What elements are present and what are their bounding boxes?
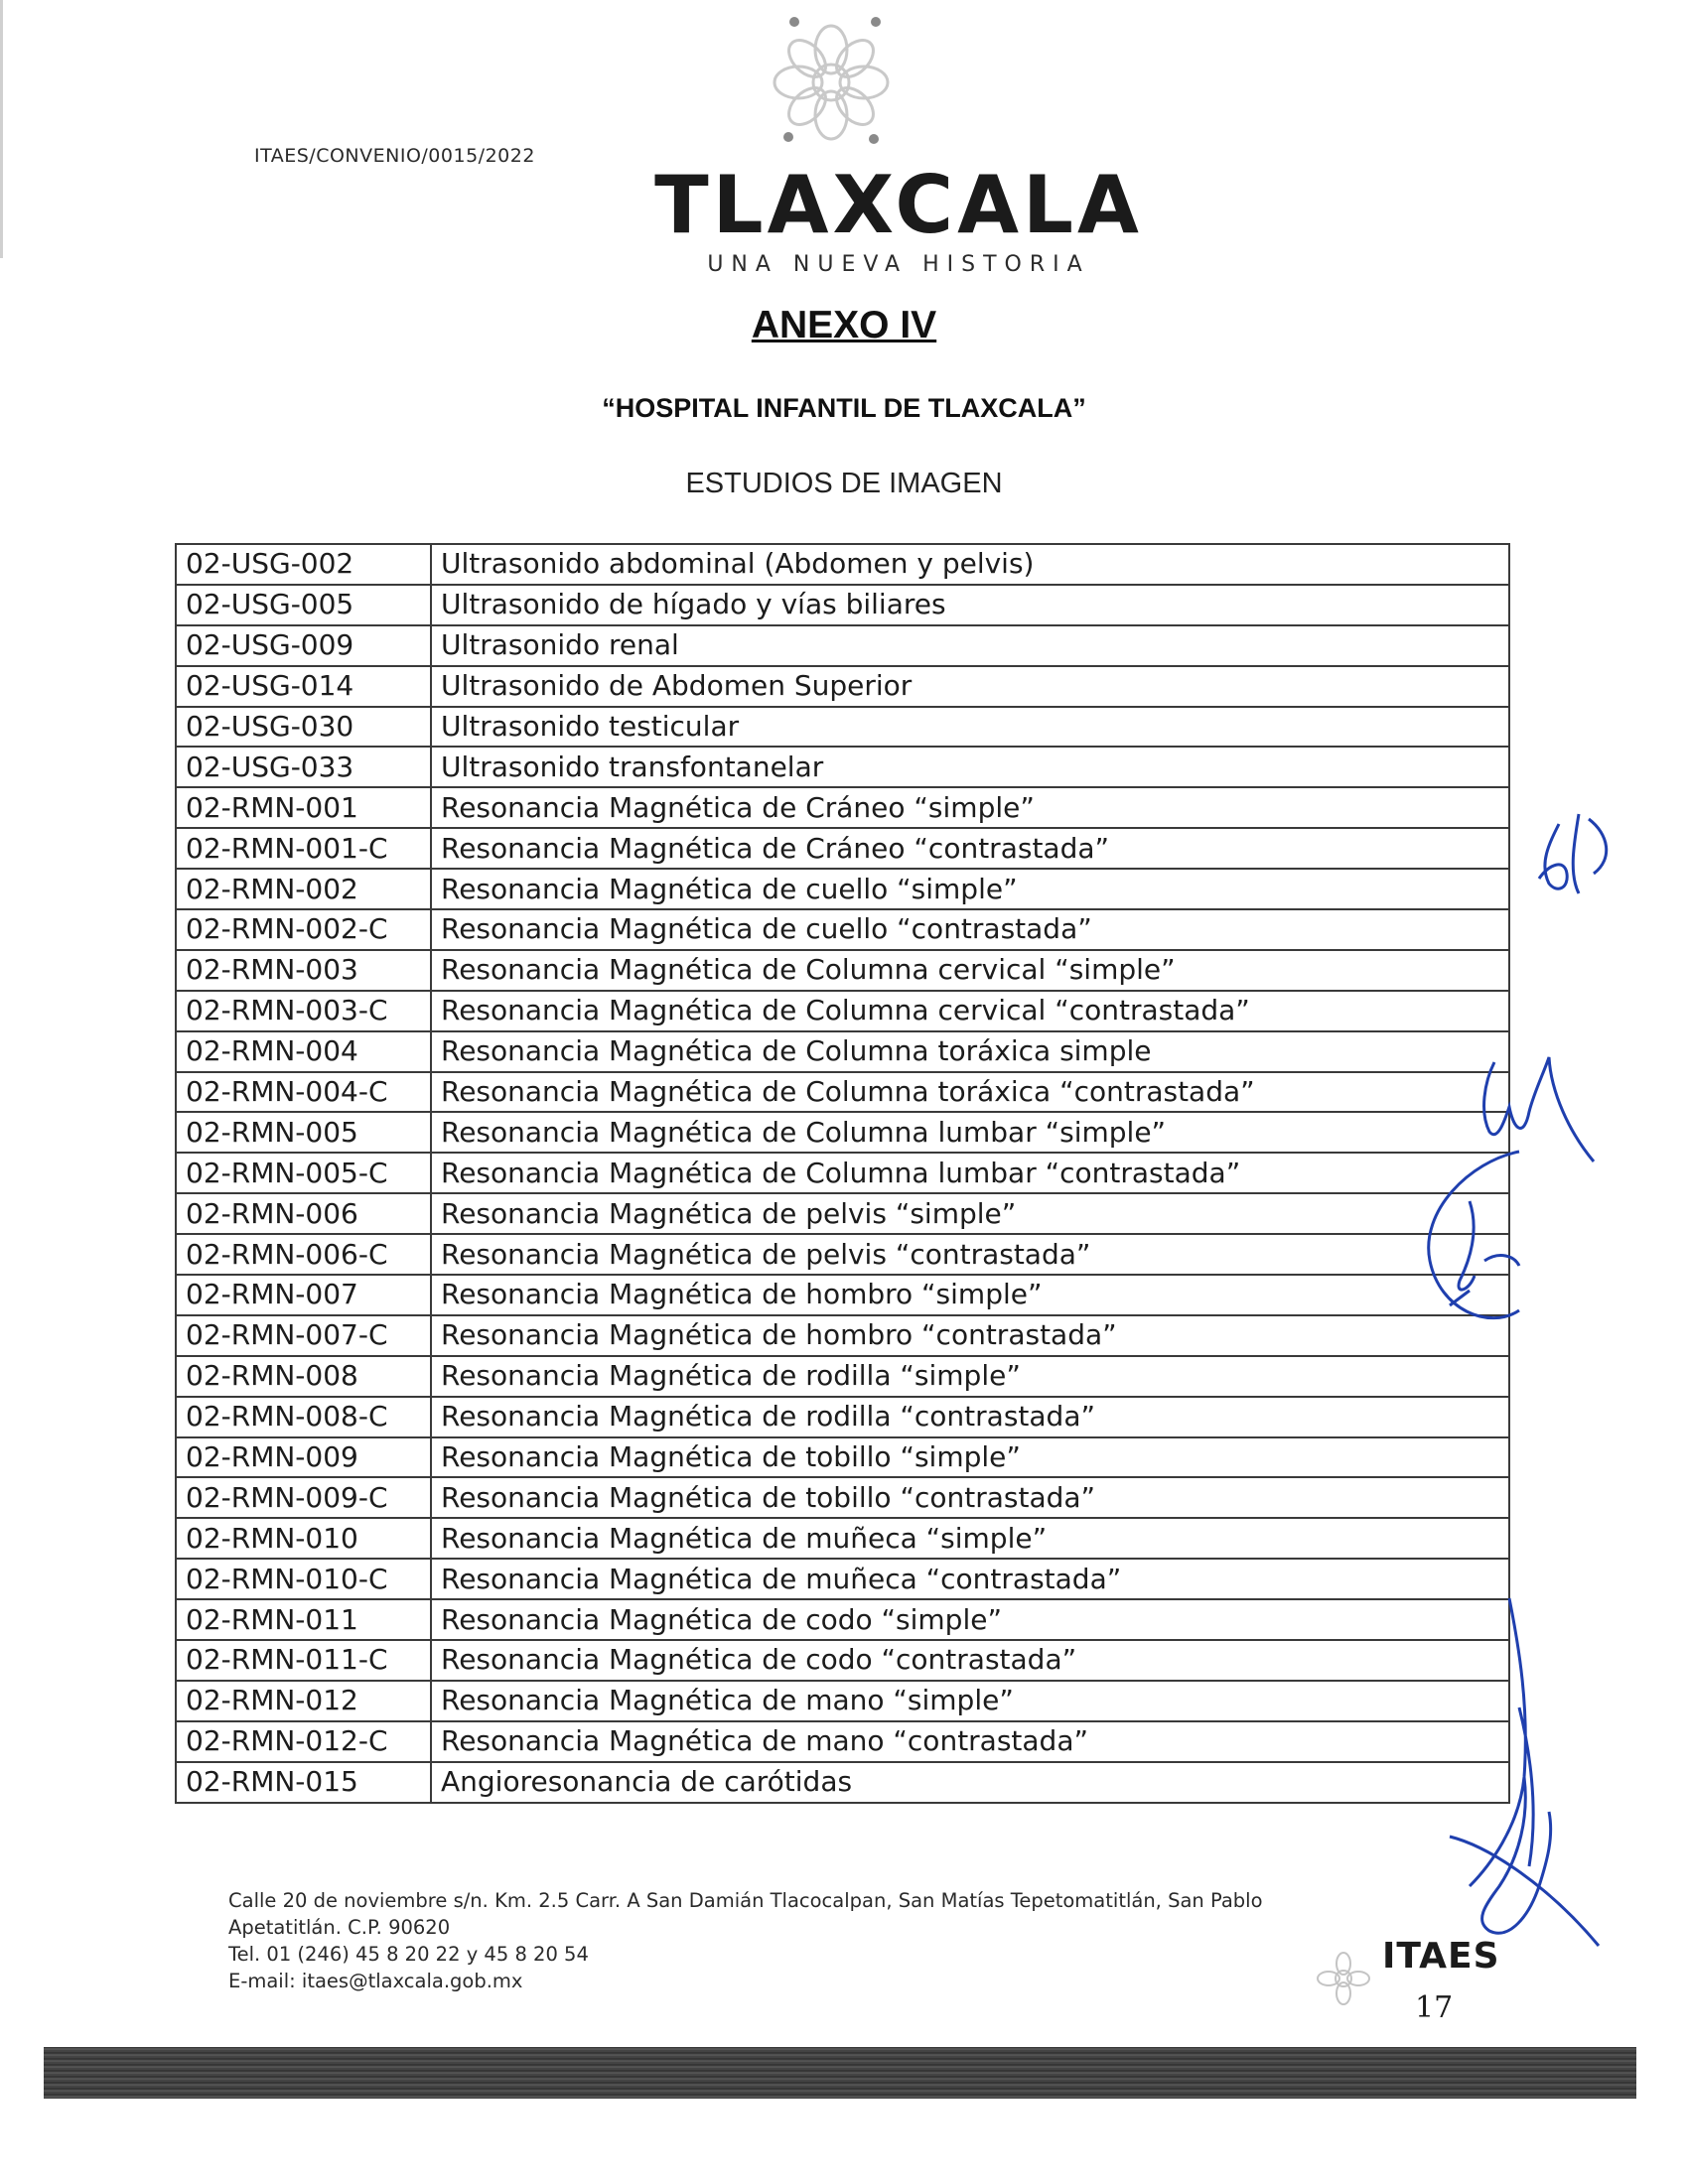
document-reference: ITAES/CONVENIO/0015/2022 [254, 145, 535, 167]
study-code: 02-RMN-007-C [176, 1315, 431, 1356]
table-row [176, 1234, 1509, 1275]
study-description: Ultrasonido testicular [431, 707, 1509, 748]
study-description: Resonancia Magnética de hombro “simple” [431, 1275, 1509, 1315]
studies-table [175, 543, 1510, 1804]
study-code: 02-RMN-008 [176, 1356, 431, 1397]
table-row [176, 1275, 1509, 1315]
study-description: Resonancia Magnética de Cráneo “contrastada” [431, 828, 1509, 869]
study-description: Angioresonancia de carótidas [431, 1762, 1509, 1803]
hospital-name: “HOSPITAL INFANTIL DE TLAXCALA” [602, 393, 1086, 423]
table-row [176, 869, 1509, 909]
study-code: 02-RMN-001-C [176, 828, 431, 869]
study-description: Ultrasonido transfontanelar [431, 747, 1509, 787]
study-description: Ultrasonido renal [431, 625, 1509, 666]
study-code: 02-RMN-012 [176, 1681, 431, 1721]
study-code: 02-RMN-012-C [176, 1721, 431, 1762]
study-description: Resonancia Magnética de cuello “contrastada” [431, 909, 1509, 950]
table-row [176, 1559, 1509, 1599]
table-row [176, 1437, 1509, 1478]
table-row [176, 950, 1509, 991]
study-description: Resonancia Magnética de hombro “contrastada” [431, 1315, 1509, 1356]
table-row [176, 1721, 1509, 1762]
study-code: 02-RMN-005-C [176, 1153, 431, 1193]
study-code: 02-USG-033 [176, 747, 431, 787]
table-row [176, 1112, 1509, 1153]
study-code: 02-RMN-008-C [176, 1397, 431, 1437]
table-row [176, 1599, 1509, 1640]
table-row [176, 666, 1509, 707]
table-row [176, 1031, 1509, 1072]
study-description: Resonancia Magnética de pelvis “contrastada” [431, 1234, 1509, 1275]
study-description: Resonancia Magnética de muñeca “simple” [431, 1518, 1509, 1559]
section-title: ESTUDIOS DE IMAGEN [685, 468, 1003, 499]
address-line-2: Apetatitlán. C.P. 90620 [228, 1916, 451, 1939]
study-code: 02-USG-002 [176, 544, 431, 585]
study-description: Ultrasonido de Abdomen Superior [431, 666, 1509, 707]
study-description: Resonancia Magnética de rodilla “simple” [431, 1356, 1509, 1397]
table-row [176, 1477, 1509, 1518]
table-row [176, 909, 1509, 950]
study-description: Resonancia Magnética de Columna toráxica “contrastada” [431, 1072, 1509, 1113]
brand-tagline: UNA NUEVA HISTORIA [707, 252, 1090, 277]
table-row [176, 1153, 1509, 1193]
study-description: Resonancia Magnética de pelvis “simple” [431, 1193, 1509, 1234]
study-description: Ultrasonido abdominal (Abdomen y pelvis) [431, 544, 1509, 585]
table-row [176, 828, 1509, 869]
study-description: Resonancia Magnética de rodilla “contrastada” [431, 1397, 1509, 1437]
study-code: 02-USG-014 [176, 666, 431, 707]
study-code: 02-RMN-003-C [176, 991, 431, 1031]
study-description: Ultrasonido de hígado y vías biliares [431, 585, 1509, 625]
study-description: Resonancia Magnética de cuello “simple” [431, 869, 1509, 909]
table-row [176, 1640, 1509, 1681]
study-code: 02-RMN-004 [176, 1031, 431, 1072]
study-code: 02-USG-005 [176, 585, 431, 625]
study-code: 02-RMN-006 [176, 1193, 431, 1234]
table-row [176, 787, 1509, 828]
study-description: Resonancia Magnética de Cráneo “simple” [431, 787, 1509, 828]
study-description: Resonancia Magnética de Columna cervical “contrastada” [431, 991, 1509, 1031]
study-code: 02-RMN-002 [176, 869, 431, 909]
signature-1 [1519, 804, 1628, 913]
table-row [176, 544, 1509, 585]
table-row [176, 1397, 1509, 1437]
table-row [176, 1681, 1509, 1721]
table-row [176, 1518, 1509, 1559]
table-row [176, 1072, 1509, 1113]
study-description: Resonancia Magnética de Columna cervical “simple” [431, 950, 1509, 991]
table-row [176, 1356, 1509, 1397]
study-code: 02-RMN-001 [176, 787, 431, 828]
study-code: 02-RMN-003 [176, 950, 431, 991]
study-code: 02-RMN-015 [176, 1762, 431, 1803]
footer-contact [228, 1887, 1420, 1994]
study-code: 02-RMN-007 [176, 1275, 431, 1315]
footer-bar [44, 2047, 1636, 2099]
study-description: Resonancia Magnética de tobillo “simple” [431, 1437, 1509, 1478]
study-description: Resonancia Magnética de Columna lumbar “simple” [431, 1112, 1509, 1153]
study-code: 02-RMN-009-C [176, 1477, 431, 1518]
table-row [176, 1315, 1509, 1356]
study-code: 02-RMN-005 [176, 1112, 431, 1153]
phone-line: Tel. 01 (246) 45 8 20 22 y 45 8 20 54 [228, 1943, 589, 1966]
itaes-logo-text: ITAES [1382, 1936, 1500, 1977]
study-code: 02-RMN-010 [176, 1518, 431, 1559]
study-code: 02-RMN-006-C [176, 1234, 431, 1275]
study-code: 02-RMN-002-C [176, 909, 431, 950]
flower-emblem-icon [737, 8, 925, 157]
study-code: 02-RMN-011-C [176, 1640, 431, 1681]
table-row [176, 991, 1509, 1031]
study-description: Resonancia Magnética de Columna toráxica simple [431, 1031, 1509, 1072]
study-description: Resonancia Magnética de mano “simple” [431, 1681, 1509, 1721]
study-description: Resonancia Magnética de Columna lumbar “contrastada” [431, 1153, 1509, 1193]
table-row [176, 747, 1509, 787]
study-code: 02-USG-009 [176, 625, 431, 666]
table-row [176, 585, 1509, 625]
page-number: 17 [1415, 1990, 1454, 2025]
email-line: E-mail: itaes@tlaxcala.gob.mx [228, 1970, 523, 1992]
study-code: 02-RMN-011 [176, 1599, 431, 1640]
table-row [176, 1193, 1509, 1234]
study-code: 02-RMN-004-C [176, 1072, 431, 1113]
annex-title: ANEXO IV [751, 304, 937, 346]
study-code: 02-RMN-009 [176, 1437, 431, 1478]
study-code: 02-USG-030 [176, 707, 431, 748]
study-description: Resonancia Magnética de muñeca “contrastada” [431, 1559, 1509, 1599]
study-code: 02-RMN-010-C [176, 1559, 431, 1599]
study-description: Resonancia Magnética de codo “contrastada” [431, 1640, 1509, 1681]
address-line-1: Calle 20 de noviembre s/n. Km. 2.5 Carr. A San Damián Tlacocalpan, San Matías Tepetomatitlán, San Pablo [228, 1889, 1263, 1912]
table-row [176, 625, 1509, 666]
study-description: Resonancia Magnética de codo “simple” [431, 1599, 1509, 1640]
study-description: Resonancia Magnética de tobillo “contrastada” [431, 1477, 1509, 1518]
table-row [176, 1762, 1509, 1803]
table-row [176, 707, 1509, 748]
brand-title: TLAXCALA [654, 159, 1143, 251]
study-description: Resonancia Magnética de mano “contrastada” [431, 1721, 1509, 1762]
